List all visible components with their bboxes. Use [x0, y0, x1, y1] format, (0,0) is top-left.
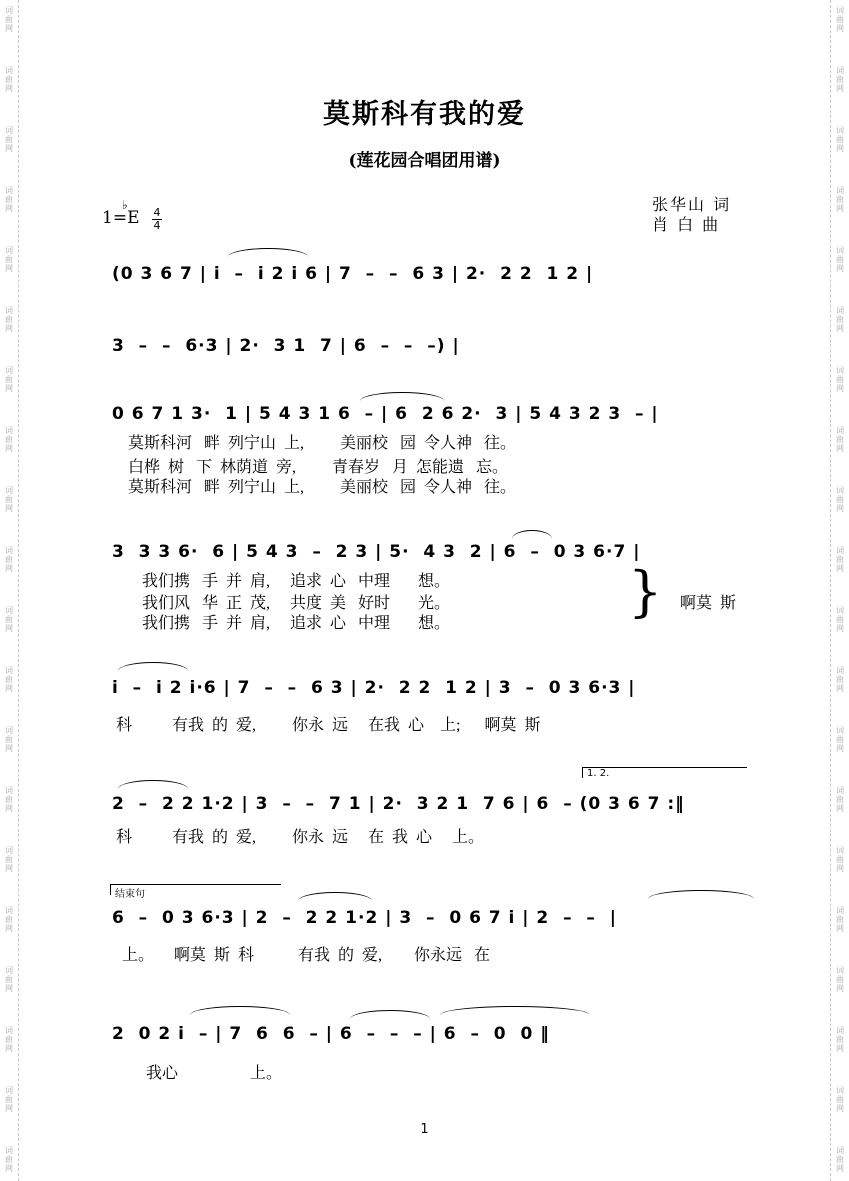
time-signature: [152, 207, 162, 232]
staff-line-6: 2 – 2 2 1·2 | 3 – – 7 1 | 2· 3 2 1 7 6 | 6 – (0 3 6 7 :‖: [112, 794, 685, 814]
key-note: E: [127, 208, 140, 228]
key-signature: [102, 198, 140, 228]
staff-line-2: 3 – – 6·3 | 2· 3 1 7 | 6 – – –) |: [112, 336, 460, 356]
watermark-text: 词 曲 网: [836, 126, 844, 153]
song-title: 莫斯科有我的爱: [323, 99, 526, 130]
watermark-text: 词 曲 网: [5, 546, 13, 573]
lyric-line-3-verse-3: 莫斯科河 畔 列宁山 上, 美丽校 园 令人神 往。: [128, 479, 517, 496]
watermark-text: 词 曲 网: [5, 786, 13, 813]
watermark-text: 词 曲 网: [836, 1086, 844, 1113]
flat-sign: ♭: [122, 198, 128, 212]
slur-7: [648, 890, 754, 899]
song-subtitle: (莲花园合唱团用谱): [348, 151, 501, 171]
lyric-line-4-side: 啊莫 斯: [680, 595, 737, 612]
watermark-left: [0, 0, 19, 1181]
watermark-text: 词 曲 网: [5, 966, 13, 993]
watermark-text: 词 曲 网: [836, 186, 844, 213]
watermark-right: [830, 0, 849, 1181]
slur-6: [298, 892, 372, 901]
slur-4: [118, 662, 188, 671]
watermark-text: 词 曲 网: [836, 1026, 844, 1053]
lyric-line-4-verse-1: 我们携 手 并 肩, 追求 心 中理 想。: [142, 573, 451, 590]
meter-bottom: 4: [153, 219, 161, 232]
watermark-text: 词 曲 网: [5, 846, 13, 873]
meter-top: 4: [153, 206, 161, 219]
watermark-text: 词 曲 网: [5, 666, 13, 693]
lyric-line-3-verse-2: 白桦 树 下 林荫道 旁, 青春岁 月 怎能遗 忘。: [128, 459, 509, 476]
watermark-text: 词 曲 网: [5, 606, 13, 633]
lyric-line-4-verse-2: 我们风 华 正 茂, 共度 美 好时 光。: [142, 595, 451, 612]
watermark-text: 词 曲 网: [5, 66, 13, 93]
key-prefix: 1=: [102, 208, 128, 228]
watermark-text: 词 曲 网: [5, 726, 13, 753]
lyric-line-6: 科 有我 的 爱, 你永 远 在 我 心 上。: [116, 829, 485, 846]
composer-credit: 肖 白 曲: [652, 215, 721, 234]
watermark-text: 词 曲 网: [836, 726, 844, 753]
watermark-text: 词 曲 网: [836, 606, 844, 633]
watermark-text: 词 曲 网: [5, 1086, 13, 1113]
watermark-text: 词 曲 网: [836, 66, 844, 93]
watermark-text: 词 曲 网: [836, 246, 844, 273]
watermark-text: 词 曲 网: [836, 546, 844, 573]
volta-bracket: 1. 2.: [582, 767, 747, 778]
staff-line-3: 0 6 7 1 3· 1 | 5 4 3 1 6 – | 6 2 6 2· 3 | 5 4 3 2 3 – |: [112, 404, 659, 424]
coda-bracket: 结束句: [110, 884, 281, 895]
watermark-text: 词 曲 网: [5, 1146, 13, 1173]
staff-line-8: 2 0 2 i – | 7 6 6 – | 6 – – – | 6 – 0 0 ‖: [112, 1024, 550, 1044]
watermark-text: 词 曲 网: [836, 306, 844, 333]
slur-3: [512, 530, 552, 539]
lyric-line-5: 科 有我 的 爱, 你永 远 在我 心 上; 啊莫 斯: [116, 717, 541, 734]
staff-line-5: i – i 2 i·6 | 7 – – 6 3 | 2· 2 2 1 2 | 3 – 0 3 6·3 |: [112, 678, 636, 698]
lyric-line-8: 我心 上。: [122, 1065, 283, 1082]
watermark-text: 词 曲 网: [5, 1026, 13, 1053]
watermark-text: 词 曲 网: [836, 846, 844, 873]
watermark-text: 词 曲 网: [836, 966, 844, 993]
watermark-text: 词 曲 网: [5, 126, 13, 153]
lyric-line-7: 上。 啊莫 斯 科 有我 的 爱, 你永远 在: [122, 947, 491, 964]
watermark-text: 词 曲 网: [836, 1146, 844, 1173]
lyricist-credit: 张华山 词: [652, 195, 732, 214]
staff-line-1: (0 3 6 7 | i – i 2 i 6 | 7 – – 6 3 | 2· 2 2 1 2 |: [112, 264, 594, 284]
slur-10: [440, 1006, 590, 1015]
watermark-text: 词 曲 网: [836, 426, 844, 453]
slur-9: [350, 1010, 430, 1019]
slur-1: [228, 248, 308, 257]
watermark-text: 词 曲 网: [5, 306, 13, 333]
slur-8: [190, 1006, 290, 1015]
watermark-text: 词 曲 网: [5, 246, 13, 273]
watermark-text: 词 曲 网: [5, 366, 13, 393]
staff-line-4: 3 3 3 6· 6 | 5 4 3 – 2 3 | 5· 4 3 2 | 6 – 0 3 6·7 |: [112, 542, 641, 562]
watermark-text: 词 曲 网: [836, 486, 844, 513]
lyric-line-3-verse-1: 莫斯科河 畔 列宁山 上, 美丽校 园 令人神 往。: [128, 435, 517, 452]
watermark-text: 词 曲 网: [5, 486, 13, 513]
watermark-text: 词 曲 网: [836, 906, 844, 933]
watermark-text: 词 曲 网: [5, 186, 13, 213]
slur-2: [360, 392, 444, 401]
watermark-text: 词 曲 网: [5, 426, 13, 453]
watermark-text: 词 曲 网: [5, 6, 13, 33]
watermark-text: 词 曲 网: [5, 906, 13, 933]
verse-bracket: }: [628, 560, 663, 623]
slur-5: [118, 780, 188, 789]
staff-line-7: 6 – 0 3 6·3 | 2 – 2 2 1·2 | 3 – 0 6 7 i | 2 – – |: [112, 908, 617, 928]
watermark-text: 词 曲 网: [836, 366, 844, 393]
watermark-text: 词 曲 网: [836, 666, 844, 693]
watermark-text: 词 曲 网: [836, 6, 844, 33]
lyric-line-4-verse-3: 我们携 手 并 肩, 追求 心 中理 想。: [142, 615, 451, 632]
watermark-text: 词 曲 网: [836, 786, 844, 813]
page-number: 1: [420, 1122, 429, 1137]
